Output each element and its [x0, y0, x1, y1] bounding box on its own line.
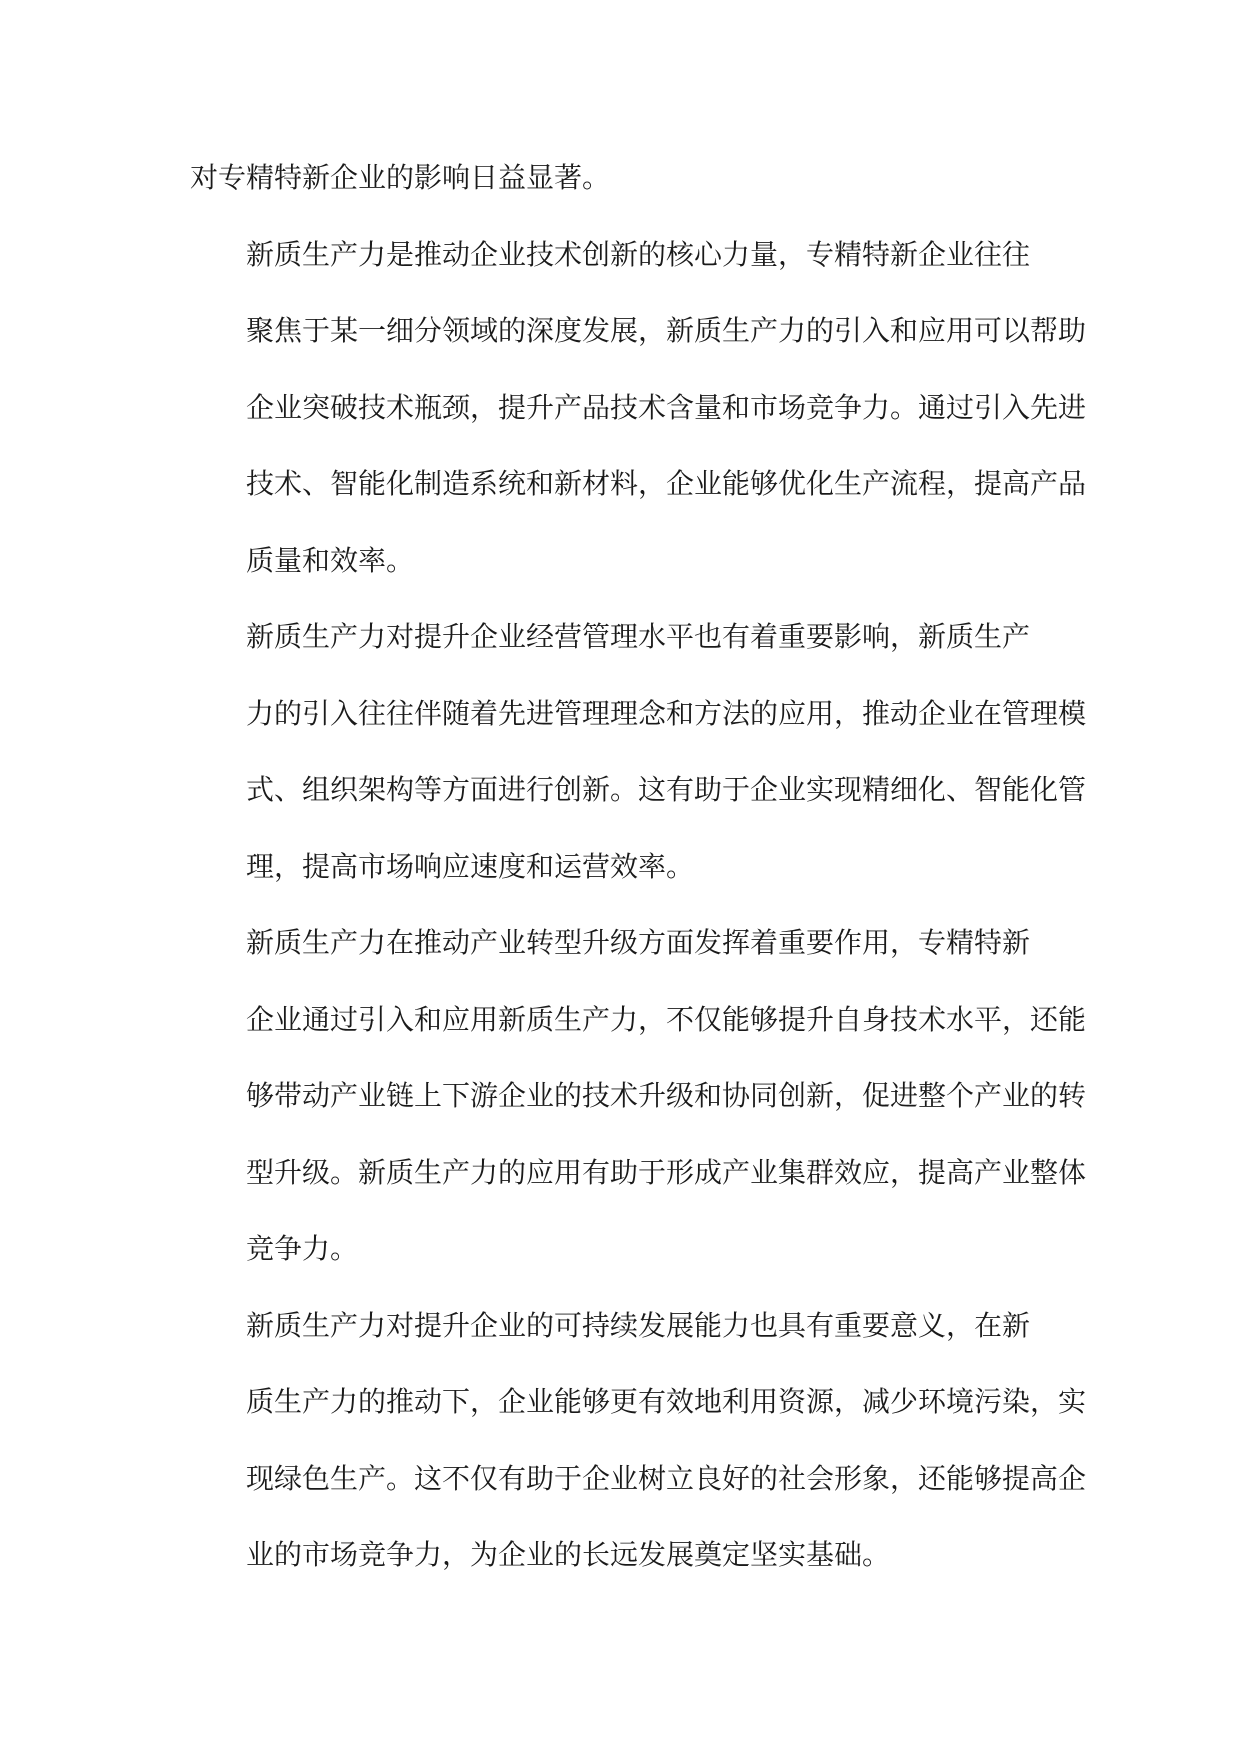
- paragraph-sustainability: [190, 1288, 1087, 1594]
- text-line: 型升级。新质生产力的应用有助于形成产业集群效应，提高产业整体: [246, 1155, 1087, 1189]
- text-line: 新质生产力对提升企业的可持续发展能力也具有重要意义，在新: [246, 1308, 1031, 1342]
- text-line: 够带动产业链上下游企业的技术升级和协同创新，促进整个产业的转: [246, 1079, 1087, 1112]
- paragraph-tech-innovation: [190, 217, 1087, 600]
- text-line: 新质生产力是推动企业技术创新的核心力量，专精特新企业往往: [246, 237, 1031, 271]
- text-line: 现绿色生产。这不仅有助于企业树立良好的社会形象，还能够提高企: [246, 1461, 1087, 1495]
- text-line: 质生产力的推动下，企业能够更有效地利用资源，减少环境污染，实: [246, 1385, 1087, 1418]
- text-line: 新质生产力在推动产业转型升级方面发挥着重要作用，专精特新: [246, 926, 1031, 959]
- text-line: 技术、智能化制造系统和新材料，企业能够优化生产流程，提高产品: [246, 467, 1087, 500]
- text-line: 业的市场竞争力，为企业的长远发展奠定坚实基础。: [246, 1538, 891, 1571]
- text-line: 理，提高市场响应速度和运营效率。: [246, 849, 695, 883]
- text-line: 竞争力。: [246, 1232, 359, 1265]
- text-line: 质量和效率。: [246, 543, 415, 577]
- paragraph-continuation: [190, 140, 1060, 217]
- text-line: 对专精特新企业的影响日益显著。: [190, 161, 611, 194]
- document-body: [190, 140, 1087, 1594]
- paragraph-industry-upgrade: [190, 905, 1087, 1288]
- text-line: 聚焦于某一细分领域的深度发展，新质生产力的引入和应用可以帮助: [246, 314, 1087, 347]
- text-line: 式、组织架构等方面进行创新。这有助于企业实现精细化、智能化管: [246, 773, 1087, 806]
- text-line: 新质生产力对提升企业经营管理水平也有着重要影响，新质生产: [246, 620, 1031, 653]
- paragraph-management: [190, 599, 1087, 905]
- text-line: 企业通过引入和应用新质生产力，不仅能够提升自身技术水平，还能: [246, 1002, 1087, 1036]
- text-line: 力的引入往往伴随着先进管理理念和方法的应用，推动企业在管理模: [246, 696, 1087, 730]
- text-line: 企业突破技术瓶颈，提升产品技术含量和市场竞争力。通过引入先进: [246, 390, 1087, 424]
